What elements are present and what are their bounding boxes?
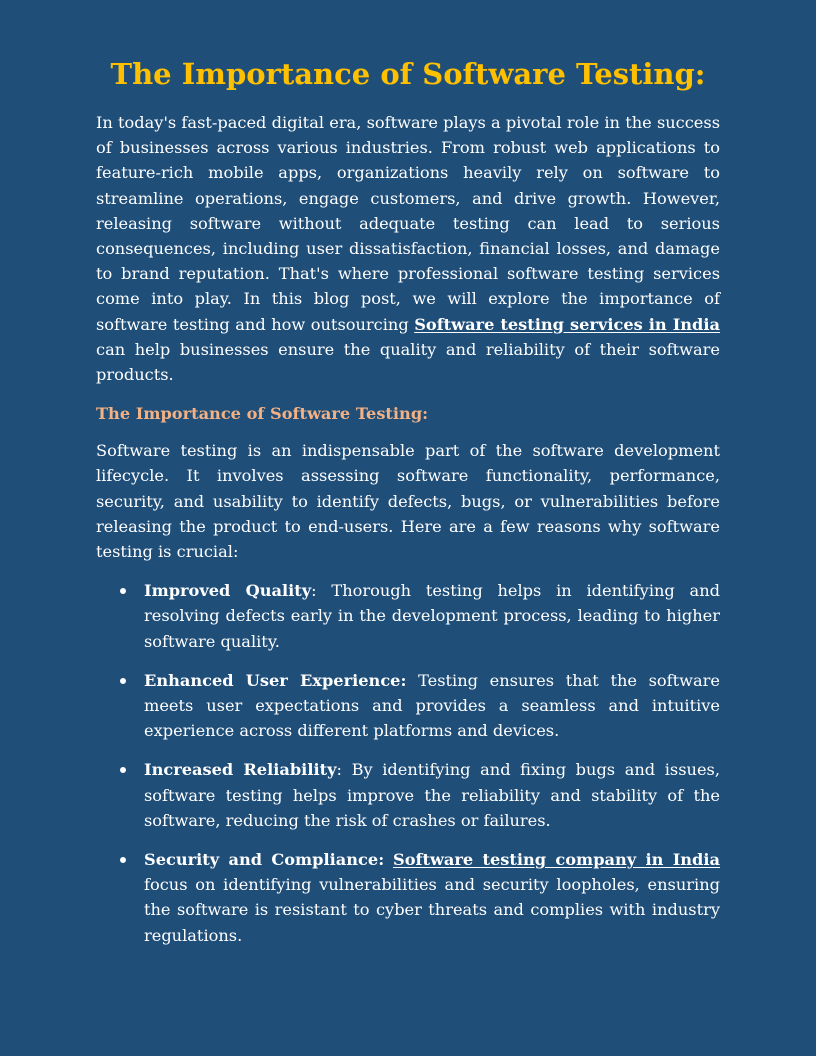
bullet-term: Security and Compliance:	[144, 850, 385, 870]
section-body-paragraph: Software testing is an indispensable part of the software development lifecycle. It involves assessing software functionality, performance, security, and usability to identify defects, bugs, or vulnerabilities before releasing the product to end-users. Here are a few reasons why software testing is crucial:	[96, 441, 720, 562]
bullet-icon	[120, 857, 126, 863]
bullet-icon	[120, 588, 126, 594]
intro-text-after-link: can help businesses ensure the quality and reliability of their software products.	[96, 339, 720, 385]
list-item-enhanced-user-experience	[96, 668, 720, 744]
bullet-text: Testing ensures that the software meets user expectations and provides a seamless and intuitive experience across different platforms and devices.	[144, 670, 720, 741]
list-item-improved-quality	[96, 578, 720, 654]
bullet-term: Increased Reliability	[144, 760, 337, 780]
page-title: The Importance of Software Testing:	[110, 57, 706, 91]
list-item-increased-reliability	[96, 757, 720, 833]
intro-text-before-link: In today's fast-paced digital era, software plays a pivotal role in the success of businesses across various industries. From robust web applications to feature-rich mobile apps, organizations heavily rely on software to streamline operations, engage customers, and drive growth. However, releasing software without adequate testing can lead to serious consequences, including user dissatisfaction, financial losses, and damage to brand reputation. That's where professional software testing services come into play. In this blog post, we will explore the importance of software testing and how outsourcing	[96, 113, 720, 334]
list-item-security-and-compliance	[96, 847, 720, 948]
bullet-icon	[120, 767, 126, 773]
bullet-term: Improved Quality	[144, 581, 312, 601]
reasons-list	[96, 578, 720, 948]
bullet-text: focus on identifying vulnerabilities and security loopholes, ensuring the software is resistant to cyber threats and complies with industry regulations.	[144, 875, 720, 945]
software-testing-company-link[interactable]: Software testing company in India	[393, 850, 720, 870]
bullet-text: : By identifying and fixing bugs and issues, software testing helps improve the reliability and stability of the software, reducing the risk of crashes or failures.	[144, 760, 720, 830]
intro-paragraph	[96, 110, 720, 387]
software-testing-services-link[interactable]: Software testing services in India	[414, 314, 720, 334]
bullet-term: Enhanced User Experience:	[144, 670, 407, 690]
bullet-text: : Thorough testing helps in identifying and resolving defects early in the development process, leading to higher software quality.	[144, 581, 720, 651]
section-heading: The Importance of Software Testing:	[96, 404, 429, 424]
bullet-icon	[120, 678, 126, 684]
